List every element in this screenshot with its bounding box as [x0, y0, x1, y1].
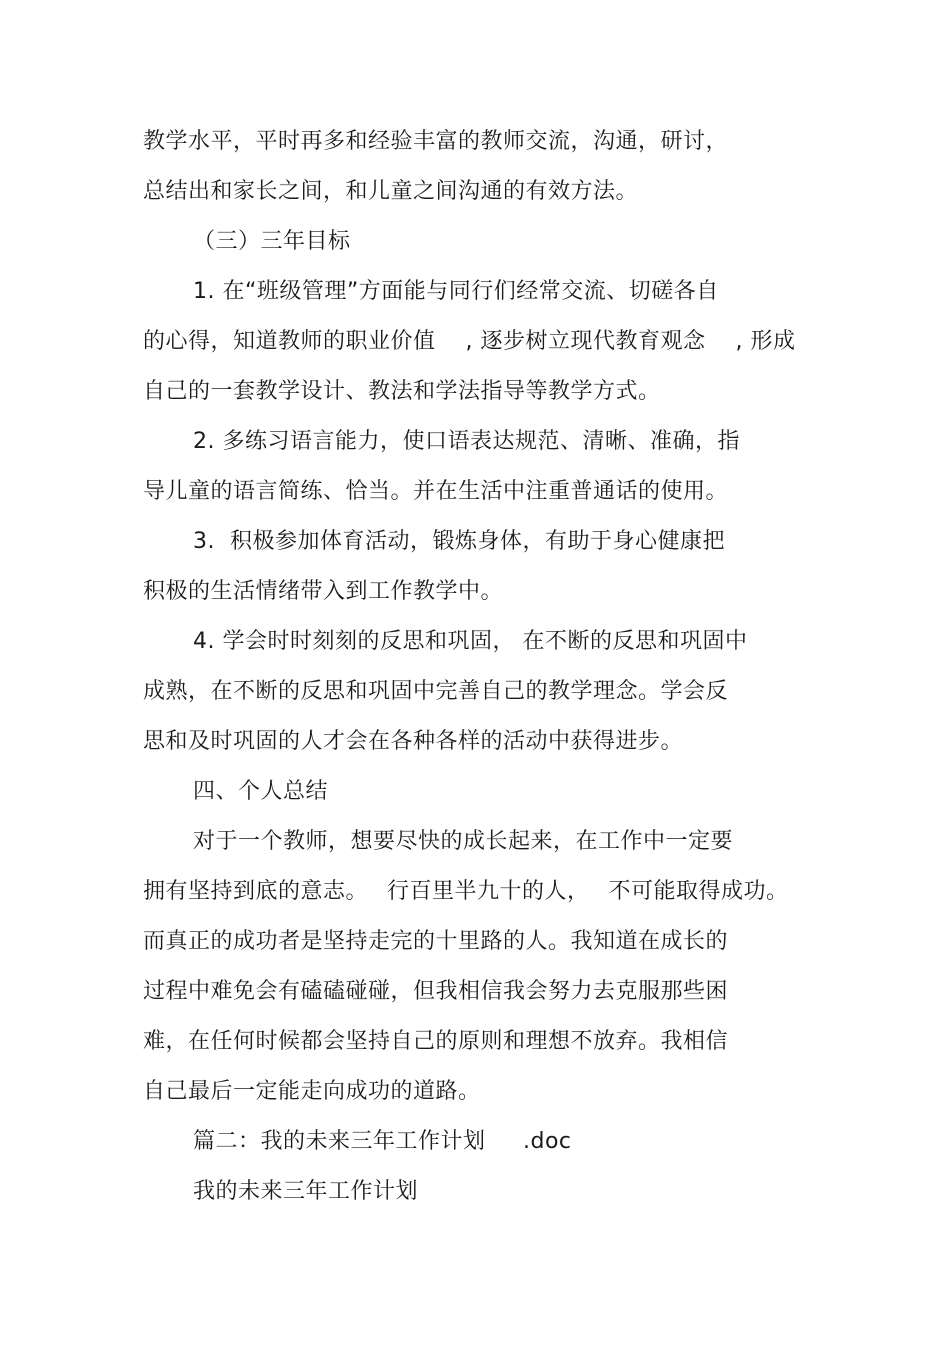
document-title: 我的未来三年工作计划 [193, 1179, 419, 1204]
body-line: 过程中难免会有磕磕碰碰，但我相信我会努力去克服那些困 [143, 979, 729, 1004]
body-line: 1. 在“班级管理”方面能与同行们经常交流、切磋各自 [193, 279, 719, 304]
body-line: 教学水平，平时再多和经验丰富的教师交流，沟通，研讨， [143, 129, 729, 154]
body-line: 而真正的成功者是坚持走完的十里路的人。我知道在成长的 [143, 929, 729, 954]
section-heading: 四、个人总结 [193, 779, 329, 804]
body-line: 对于一个教师，想要尽快的成长起来，在工作中一定要 [193, 829, 734, 854]
body-line: 2. 多练习语言能力，使口语表达规范、清晰、准确，指 [193, 429, 740, 454]
body-line: 的心得，知道教师的职业价值 , 逐步树立现代教育观念 , 形成 [143, 329, 796, 354]
body-line: 积极的生活情绪带入到工作教学中。 [143, 579, 504, 604]
section-heading: （三）三年目标 [193, 229, 351, 254]
body-line: 自己的一套教学设计、教法和学法指导等教学方式。 [143, 379, 661, 404]
section-heading: 篇二：我的未来三年工作计划 .doc [193, 1129, 572, 1154]
body-line: 难，在任何时候都会坚持自己的原则和理想不放弃。我相信 [143, 1029, 729, 1054]
body-line: 3. 积极参加体育活动，锻炼身体，有助于身心健康把 [193, 529, 725, 554]
body-line: 总结出和家长之间，和儿童之间沟通的有效方法。 [143, 179, 639, 204]
body-line: 拥有坚持到底的意志。 行百里半九十的人， 不可能取得成功。 [143, 879, 789, 904]
body-line: 自己最后一定能走向成功的道路。 [143, 1079, 481, 1104]
body-line: 思和及时巩固的人才会在各种各样的活动中获得进步。 [143, 729, 684, 754]
body-line: 导儿童的语言简练、恰当。并在生活中注重普通话的使用。 [143, 479, 729, 504]
body-line: 成熟，在不断的反思和巩固中完善自己的教学理念。学会反 [143, 679, 729, 704]
body-line: 4. 学会时时刻刻的反思和巩固， 在不断的反思和巩固中 [193, 629, 748, 654]
